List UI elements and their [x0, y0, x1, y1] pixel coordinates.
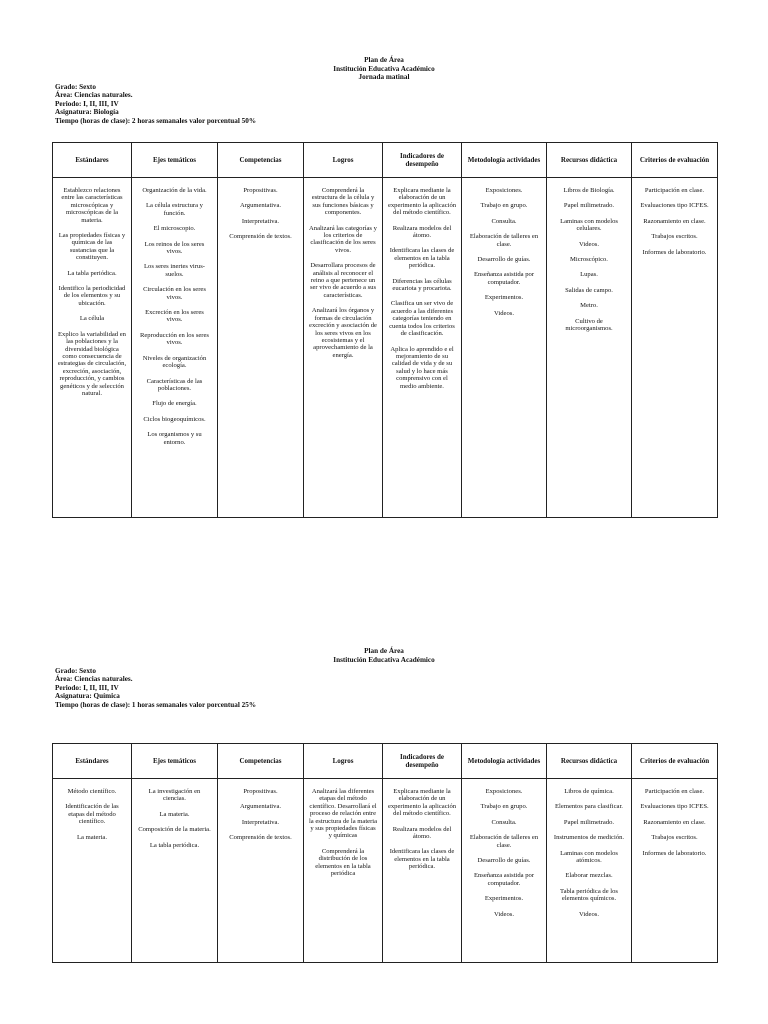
plan-title	[0, 647, 768, 664]
header-estandares: Estándares	[53, 744, 132, 779]
cell-entry: Las propiedades físicas y químicas de las sustancias que la constituyen.	[58, 232, 126, 262]
plan-table	[52, 142, 718, 518]
cell-entry: Participación en clase.	[644, 788, 705, 795]
cell-entry: Libros de Biología.	[563, 187, 615, 194]
cell-entry: Instrumentos de medición.	[553, 834, 625, 842]
cell-ejes	[132, 178, 218, 518]
header-criterios: Criterios de evaluación	[632, 744, 718, 779]
cell-entry: Trabajos escritos.	[651, 834, 698, 842]
cell-entry: Composición de la materia.	[138, 826, 211, 834]
cell-entry: Método científico.	[67, 788, 117, 795]
plan-title-line: Plan de Área	[364, 56, 404, 64]
cell-entry: Niveles de organización ecología.	[142, 354, 207, 370]
cell-entry: Desarrollara procesos de análisis al reconocer el reino a que pertenece un ser vivo de acuerdo a sus características.	[309, 262, 377, 299]
cell-entry: Laminas con modelos atómicos.	[560, 849, 618, 865]
info-asignatura: Asignatura: Química	[55, 692, 120, 701]
cell-entry: Analizará los órganos y formas de circulación excreción y asociación de los seres vivos en los ecosistemas y el aprovechamiento de la energía.	[309, 307, 377, 359]
cell-entry: La materia.	[76, 833, 108, 841]
cell-entry: Realizara modelos del átomo.	[392, 825, 452, 841]
plan-title-line: Institución Educativa Académico	[333, 64, 435, 73]
cell-entry: Desarrollo de guías.	[477, 857, 531, 865]
cell-entry: Establezco relaciones entre las características microscópicas y microscópicas de la materia.	[61, 187, 123, 224]
cell-entry: Trabajos escritos.	[651, 233, 698, 241]
header-indicadores: Indicadores de desempeño	[383, 744, 462, 779]
cell-entry: Videos.	[494, 910, 514, 918]
cell-entry: Evaluaciones tipo ICFES.	[640, 202, 709, 210]
cell-entry: Metro.	[580, 302, 598, 310]
cell-entry: La materia.	[159, 810, 190, 818]
cell-entry: Salidas de campo.	[565, 286, 613, 294]
cell-entry: La tabla periódica.	[149, 841, 200, 849]
cell-entry: Clasifica un ser vivo de acuerdo a las diferentes categorías teniendo en cuenta todos los criterios de clasificación.	[389, 300, 455, 338]
cell-entry: Consulta.	[491, 818, 517, 826]
cell-entry: Videos.	[579, 910, 599, 918]
cell-entry: Libros de química.	[564, 788, 614, 795]
info-tiempo: Tiempo (horas de clase): 2 horas semanales valor porcentual 50%	[55, 116, 257, 125]
header-logros: Logros	[304, 744, 383, 779]
header-logros: Logros	[304, 143, 383, 178]
plan-title-line: Institución Educativa Académico	[333, 655, 435, 664]
cell-entry: Diferencias las células eucariota y procariota.	[392, 277, 452, 293]
cell-entry: Lupas.	[580, 271, 598, 279]
header-ejes: Ejes temáticos	[132, 744, 218, 779]
cell-metodologia	[462, 779, 547, 963]
cell-entry: Experimentos.	[484, 895, 524, 903]
cell-entry: Cultivo de microorganismos.	[565, 317, 613, 333]
header-metodologia: Metodología actividades	[462, 744, 547, 779]
cell-entry: Realizara modelos del átomo.	[392, 224, 452, 240]
cell-entry: Trabajo en grupo.	[480, 803, 528, 811]
cell-recursos	[547, 779, 632, 963]
header-recursos: Recursos didáctica	[547, 143, 632, 178]
plan-info	[55, 83, 256, 125]
plan-table	[52, 743, 718, 963]
cell-entry: La célula estructura y función.	[146, 202, 203, 217]
cell-entry: Comprenderá la distribución de los elementos en la tabla periódica	[315, 847, 371, 878]
info-grado: Grado: Sexto	[55, 83, 96, 91]
cell-competencias	[218, 779, 304, 963]
cell-entry: Laminas con modelos celulares.	[560, 217, 618, 233]
cell-entry: Los reinos de los seres vivos.	[144, 240, 205, 256]
header-metodologia: Metodología actividades	[462, 143, 547, 178]
cell-entry: Circulación en los seres vivos.	[143, 286, 206, 301]
cell-ejes	[132, 779, 218, 963]
cell-entry: Exposiciones.	[485, 187, 523, 194]
cell-entry: Enseñanza asistida por computador.	[473, 872, 535, 887]
cell-entry: Elaboración de talleres en clase.	[469, 834, 539, 849]
cell-entry: Informes de laboratorio.	[642, 849, 707, 857]
cell-entry: Elaboración de talleres en clase.	[469, 233, 539, 248]
cell-criterios	[632, 178, 718, 518]
cell-entry: Papel milimetrado.	[563, 202, 615, 210]
info-tiempo: Tiempo (horas de clase): 1 horas semanales valor porcentual 25%	[55, 700, 257, 709]
cell-entry: Videos.	[494, 309, 514, 317]
cell-entry: Trabajo en grupo.	[480, 202, 528, 210]
cell-entry: Identificación de las etapas del método científico.	[65, 803, 119, 826]
table-body-row	[53, 178, 718, 518]
cell-entry: Argumentativa.	[239, 803, 282, 811]
plan-title-line: Plan de Área	[364, 647, 404, 655]
cell-entry: Videos.	[579, 240, 599, 248]
cell-entry: Explicara mediante la elaboración de un experimento la aplicación del método científico.	[387, 788, 457, 818]
cell-logros	[304, 178, 383, 518]
cell-entry: Interpretativa.	[241, 217, 280, 225]
cell-estandares	[53, 779, 132, 963]
info-periodo: Periodo: I, II, III, IV	[55, 99, 119, 108]
header-indicadores: Indicadores de desempeño	[383, 143, 462, 178]
cell-metodologia	[462, 178, 547, 518]
cell-entry: La tabla periódica.	[67, 269, 117, 277]
cell-entry: Comprensión de textos.	[229, 233, 292, 241]
cell-entry: Razonamiento en clase.	[643, 217, 706, 225]
cell-entry: Elementos para clasificar.	[555, 803, 623, 811]
cell-entry: Los seres inertes virus-suelos.	[144, 263, 205, 278]
cell-recursos	[547, 178, 632, 518]
cell-entry: Los organismos y su entorno.	[147, 431, 202, 446]
cell-entry: Evaluaciones tipo ICFES.	[640, 803, 709, 811]
plan-info	[55, 667, 256, 709]
cell-entry: Interpretativa.	[241, 818, 280, 826]
header-criterios: Criterios de evaluación	[632, 143, 718, 178]
cell-estandares	[53, 178, 132, 518]
cell-entry: Consulta.	[491, 217, 517, 225]
info-area: Área: Ciencias naturales.	[55, 91, 133, 100]
cell-entry: Participación en clase.	[644, 187, 705, 194]
cell-entry: Propositivas.	[243, 187, 278, 194]
cell-entry: La célula	[79, 315, 105, 323]
cell-entry: Organización de la vida.	[142, 187, 207, 194]
cell-entry: Argumentativa.	[239, 202, 282, 210]
info-asignatura: Asignatura: Biología	[55, 108, 119, 117]
cell-entry: Experimentos.	[484, 294, 524, 302]
info-area: Área: Ciencias naturales.	[55, 675, 133, 684]
cell-indicadores	[383, 779, 462, 963]
cell-entry: Reproducción en los seres vivos.	[139, 331, 210, 347]
table-header-row	[53, 143, 718, 178]
cell-entry: Microscópico.	[570, 256, 608, 264]
cell-entry: El microscopio.	[153, 225, 196, 233]
cell-entry: Propositivas.	[243, 788, 278, 795]
table-header-row	[53, 744, 718, 779]
cell-entry: La investigación en ciencias.	[148, 788, 201, 803]
table-body-row	[53, 779, 718, 963]
cell-entry: Tabla periódica de los elementos químicos.	[560, 887, 618, 903]
header-ejes: Ejes temáticos	[132, 143, 218, 178]
cell-entry: Enseñanza asistida por computador.	[473, 271, 535, 286]
plan-title-line: Jornada matinal	[358, 73, 410, 81]
cell-competencias	[218, 178, 304, 518]
header-estandares: Estándares	[53, 143, 132, 178]
cell-entry: Explicara mediante la elaboración de un experimento la aplicación del método científico.	[387, 187, 457, 217]
header-recursos: Recursos didáctica	[547, 744, 632, 779]
cell-entry: Comprenderá la estructura de la célula y sus funciones básicas y componentes.	[311, 187, 375, 217]
cell-entry: Elaborar mezclas.	[565, 872, 613, 880]
cell-entry: Comprensión de textos.	[229, 834, 292, 842]
cell-entry: Desarrollo de guías.	[477, 256, 531, 264]
cell-entry: Informes de laboratorio.	[642, 248, 707, 256]
cell-entry: Analizará las diferentes etapas del método científico. Desarrollará el proceso de relación entre la estructura de la materia y sus propiedades físicas y químicas	[308, 788, 378, 840]
cell-entry: Analizará las categorías y los criterios de clasificación de los seres vivos.	[309, 224, 377, 254]
cell-entry: Ciclos biogeoquímicos.	[143, 415, 206, 423]
header-competencias: Competencias	[218, 143, 304, 178]
cell-entry: Razonamiento en clase.	[643, 818, 706, 826]
cell-criterios	[632, 779, 718, 963]
plan-title	[0, 56, 768, 82]
cell-entry: Aplica lo aprendido e el mejoramiento de su calidad de vida y de su salud y lo hace más comprensivo con el medio ambiente.	[390, 345, 454, 390]
cell-entry: Papel milimetrado.	[563, 818, 615, 826]
cell-logros	[304, 779, 383, 963]
cell-entry: Exposiciones.	[485, 788, 523, 795]
cell-entry: Características de las poblaciones.	[146, 377, 203, 392]
header-competencias: Competencias	[218, 744, 304, 779]
info-grado: Grado: Sexto	[55, 667, 96, 675]
cell-entry: Excreción en los seres vivos.	[145, 309, 204, 324]
cell-entry: Flujo de energía.	[152, 400, 197, 408]
cell-entry: Identifico la periodicidad de los elementos y su ubicación.	[58, 285, 126, 307]
cell-entry: Explico la variabilidad en las poblaciones y la diversidad biológica como consecuencia de estrategias de circulación, excreción, asociación, reproducción, y cambios genéticos y de selección natural.	[57, 330, 127, 397]
cell-entry: Identificara las clases de elementos en la tabla periódica.	[389, 848, 455, 871]
cell-entry: Identificara las clases de elementos en la tabla periódica.	[389, 247, 455, 270]
cell-indicadores	[383, 178, 462, 518]
info-periodo: Periodo: I, II, III, IV	[55, 683, 119, 692]
